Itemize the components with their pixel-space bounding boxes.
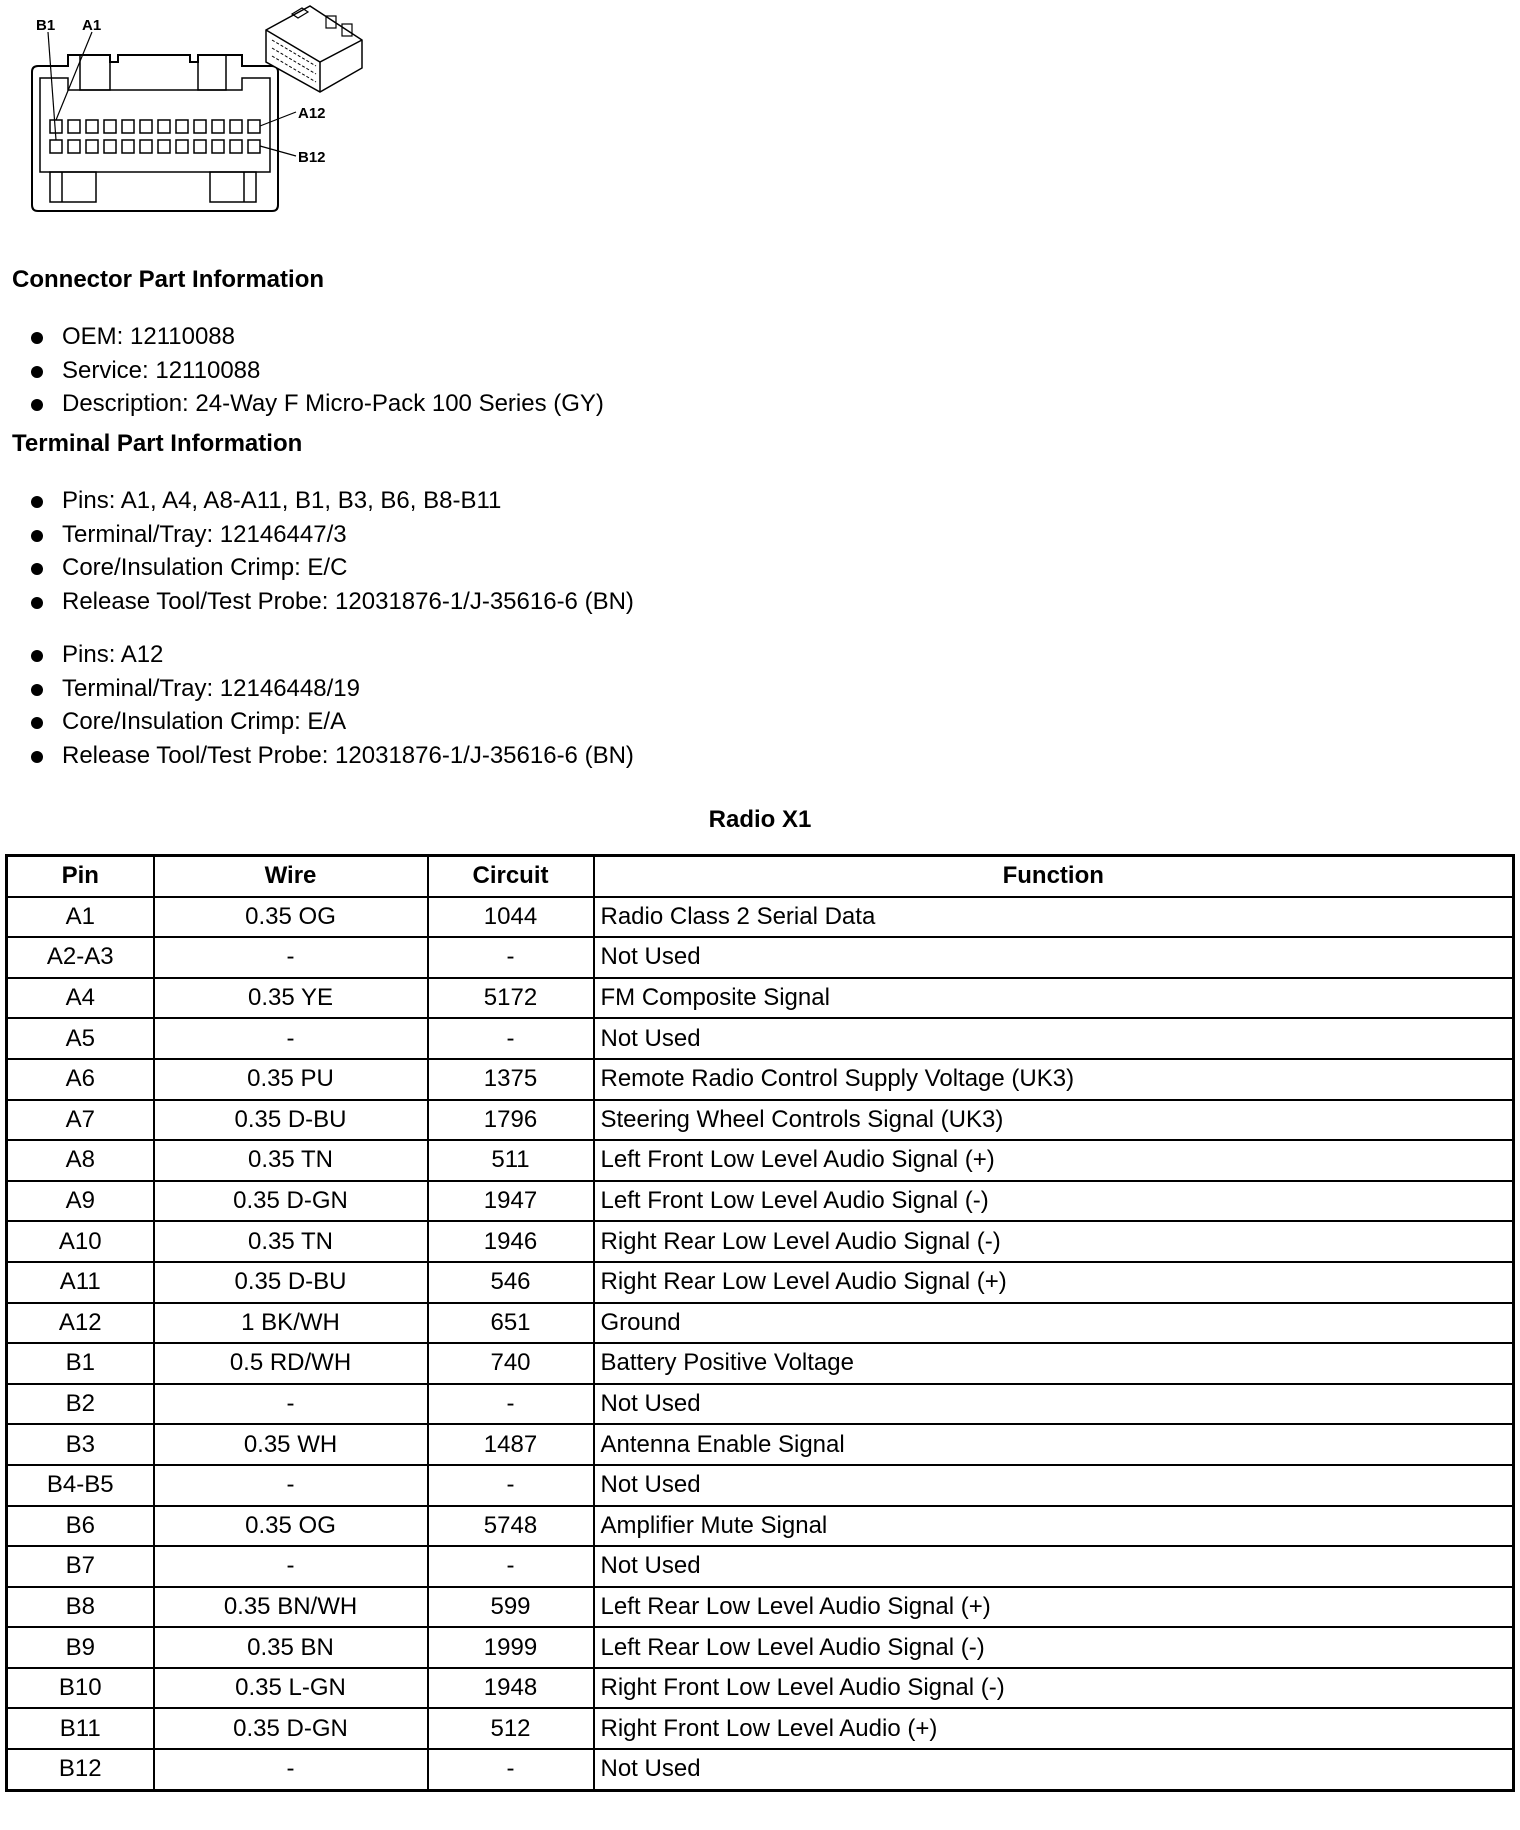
cell-wire: 0.35 WH — [154, 1424, 428, 1465]
cell-pin: A8 — [7, 1140, 154, 1181]
cell-circuit: 1044 — [428, 897, 594, 938]
cell-wire: - — [154, 937, 428, 978]
cell-pin: B9 — [7, 1627, 154, 1668]
cell-pin: B10 — [7, 1668, 154, 1709]
table-row — [7, 1221, 1514, 1262]
cell-pin: A5 — [7, 1018, 154, 1059]
cell-wire: 0.35 PU — [154, 1059, 428, 1100]
connector-3d-icon — [266, 6, 362, 92]
table-row — [7, 1546, 1514, 1587]
cell-function: Left Front Low Level Audio Signal (-) — [594, 1181, 1514, 1222]
cell-wire: 0.35 BN — [154, 1627, 428, 1668]
cell-wire: 0.35 D-BU — [154, 1262, 428, 1303]
cell-circuit: 599 — [428, 1587, 594, 1628]
cell-pin: B11 — [7, 1708, 154, 1749]
list-item: Core/Insulation Crimp: E/A — [26, 705, 634, 739]
cell-circuit: 1999 — [428, 1627, 594, 1668]
header-wire: Wire — [154, 856, 428, 897]
connector-diagram — [10, 0, 390, 225]
table-row — [7, 1181, 1514, 1222]
cell-function: Amplifier Mute Signal — [594, 1506, 1514, 1547]
cell-circuit: 5172 — [428, 978, 594, 1019]
cell-circuit: 740 — [428, 1343, 594, 1384]
cell-pin: A9 — [7, 1181, 154, 1222]
cell-pin: B3 — [7, 1424, 154, 1465]
cell-circuit: 546 — [428, 1262, 594, 1303]
cell-wire: - — [154, 1465, 428, 1506]
cell-pin: A11 — [7, 1262, 154, 1303]
cell-function: Left Front Low Level Audio Signal (+) — [594, 1140, 1514, 1181]
cell-circuit: 1487 — [428, 1424, 594, 1465]
bullet-icon — [31, 597, 43, 609]
cell-wire: 0.35 D-GN — [154, 1181, 428, 1222]
cell-function: Not Used — [594, 1465, 1514, 1506]
cell-function: Not Used — [594, 1749, 1514, 1790]
cell-circuit: 651 — [428, 1303, 594, 1344]
list-item: Release Tool/Test Probe: 12031876-1/J-35616-6 (BN) — [26, 739, 634, 773]
cell-function: Right Rear Low Level Audio Signal (-) — [594, 1221, 1514, 1262]
cell-wire: - — [154, 1749, 428, 1790]
cell-function: Not Used — [594, 1384, 1514, 1425]
bullet-icon — [31, 496, 43, 508]
cell-function: Battery Positive Voltage — [594, 1343, 1514, 1384]
cell-circuit: - — [428, 937, 594, 978]
bullet-icon — [31, 366, 43, 378]
table-row — [7, 1749, 1514, 1790]
cell-function: Not Used — [594, 1018, 1514, 1059]
cell-wire: 0.35 D-GN — [154, 1708, 428, 1749]
cell-pin: A6 — [7, 1059, 154, 1100]
terminal-info-list-1 — [26, 484, 634, 618]
list-item: Core/Insulation Crimp: E/C — [26, 551, 634, 585]
cell-circuit: 1946 — [428, 1221, 594, 1262]
cell-wire: - — [154, 1384, 428, 1425]
cell-function: Not Used — [594, 937, 1514, 978]
cell-function: Right Rear Low Level Audio Signal (+) — [594, 1262, 1514, 1303]
cell-wire: 0.35 L-GN — [154, 1668, 428, 1709]
header-circuit: Circuit — [428, 856, 594, 897]
bullet-icon — [31, 399, 43, 411]
cell-wire: 0.35 OG — [154, 897, 428, 938]
label-b12: B12 — [298, 149, 326, 166]
table-row — [7, 1343, 1514, 1384]
cell-pin: A1 — [7, 897, 154, 938]
table-row — [7, 1506, 1514, 1547]
list-item: Release Tool/Test Probe: 12031876-1/J-35616-6 (BN) — [26, 585, 634, 619]
table-row — [7, 1424, 1514, 1465]
cell-circuit: 511 — [428, 1140, 594, 1181]
cell-function: Left Rear Low Level Audio Signal (+) — [594, 1587, 1514, 1628]
table-row — [7, 978, 1514, 1019]
cell-pin: A12 — [7, 1303, 154, 1344]
bullet-icon — [31, 563, 43, 575]
cell-function: Remote Radio Control Supply Voltage (UK3) — [594, 1059, 1514, 1100]
cell-function: FM Composite Signal — [594, 978, 1514, 1019]
table-row — [7, 1668, 1514, 1709]
table-row — [7, 1059, 1514, 1100]
cell-function: Not Used — [594, 1546, 1514, 1587]
list-item: Pins: A1, A4, A8-A11, B1, B3, B6, B8-B11 — [26, 484, 634, 518]
cell-circuit: - — [428, 1465, 594, 1506]
cell-pin: A4 — [7, 978, 154, 1019]
label-b1: B1 — [36, 17, 56, 34]
cell-function: Radio Class 2 Serial Data — [594, 897, 1514, 938]
label-a1: A1 — [82, 17, 102, 34]
cell-pin: B6 — [7, 1506, 154, 1547]
cell-wire: - — [154, 1546, 428, 1587]
cell-pin: A2-A3 — [7, 937, 154, 978]
connector-info-list — [26, 320, 604, 421]
list-item: Pins: A12 — [26, 638, 634, 672]
cell-circuit: - — [428, 1384, 594, 1425]
table-row — [7, 937, 1514, 978]
cell-wire: 0.35 TN — [154, 1140, 428, 1181]
table-row — [7, 1303, 1514, 1344]
pin-row-a — [50, 120, 260, 133]
terminal-info-list-2 — [26, 638, 634, 772]
cell-circuit: 1947 — [428, 1181, 594, 1222]
cell-wire: 0.35 D-BU — [154, 1100, 428, 1141]
bullet-icon — [31, 684, 43, 696]
cell-function: Left Rear Low Level Audio Signal (-) — [594, 1627, 1514, 1668]
header-pin: Pin — [7, 856, 154, 897]
cell-circuit: 512 — [428, 1708, 594, 1749]
bullet-icon — [31, 717, 43, 729]
cell-pin: B8 — [7, 1587, 154, 1628]
table-row — [7, 1708, 1514, 1749]
bullet-icon — [31, 530, 43, 542]
pin-table — [5, 854, 1515, 1792]
cell-pin: B2 — [7, 1384, 154, 1425]
list-item: Description: 24-Way F Micro-Pack 100 Series (GY) — [26, 387, 604, 421]
header-function: Function — [594, 856, 1514, 897]
cell-function: Right Front Low Level Audio (+) — [594, 1708, 1514, 1749]
table-row — [7, 1140, 1514, 1181]
table-title: Radio X1 — [708, 806, 812, 833]
table-row — [7, 1627, 1514, 1668]
cell-pin: A7 — [7, 1100, 154, 1141]
cell-function: Steering Wheel Controls Signal (UK3) — [594, 1100, 1514, 1141]
cell-pin: B12 — [7, 1749, 154, 1790]
list-item: Terminal/Tray: 12146447/3 — [26, 518, 634, 552]
cell-wire: 0.5 RD/WH — [154, 1343, 428, 1384]
cell-circuit: - — [428, 1018, 594, 1059]
label-a12: A12 — [298, 105, 326, 122]
table-header-row — [7, 856, 1514, 897]
cell-wire: 1 BK/WH — [154, 1303, 428, 1344]
cell-circuit: - — [428, 1749, 594, 1790]
bullet-icon — [31, 751, 43, 763]
connector-section-title: Connector Part Information — [12, 266, 325, 293]
cell-wire: 0.35 TN — [154, 1221, 428, 1262]
terminal-section-title: Terminal Part Information — [12, 430, 303, 457]
table-row — [7, 1384, 1514, 1425]
bullet-icon — [31, 332, 43, 344]
cell-pin: B7 — [7, 1546, 154, 1587]
table-row — [7, 1465, 1514, 1506]
list-item: OEM: 12110088 — [26, 320, 604, 354]
cell-pin: B1 — [7, 1343, 154, 1384]
list-item: Service: 12110088 — [26, 354, 604, 388]
cell-circuit: - — [428, 1546, 594, 1587]
table-row — [7, 897, 1514, 938]
cell-wire: - — [154, 1018, 428, 1059]
cell-function: Antenna Enable Signal — [594, 1424, 1514, 1465]
cell-pin: A10 — [7, 1221, 154, 1262]
cell-circuit: 1948 — [428, 1668, 594, 1709]
cell-pin: B4-B5 — [7, 1465, 154, 1506]
cell-wire: 0.35 YE — [154, 978, 428, 1019]
cell-circuit: 1796 — [428, 1100, 594, 1141]
cell-wire: 0.35 OG — [154, 1506, 428, 1547]
table-row — [7, 1587, 1514, 1628]
cell-circuit: 1375 — [428, 1059, 594, 1100]
list-item: Terminal/Tray: 12146448/19 — [26, 672, 634, 706]
cell-function: Right Front Low Level Audio Signal (-) — [594, 1668, 1514, 1709]
pin-row-b — [50, 140, 260, 153]
cell-circuit: 5748 — [428, 1506, 594, 1547]
cell-wire: 0.35 BN/WH — [154, 1587, 428, 1628]
table-row — [7, 1262, 1514, 1303]
table-row — [7, 1018, 1514, 1059]
cell-function: Ground — [594, 1303, 1514, 1344]
bullet-icon — [31, 650, 43, 662]
table-row — [7, 1100, 1514, 1141]
